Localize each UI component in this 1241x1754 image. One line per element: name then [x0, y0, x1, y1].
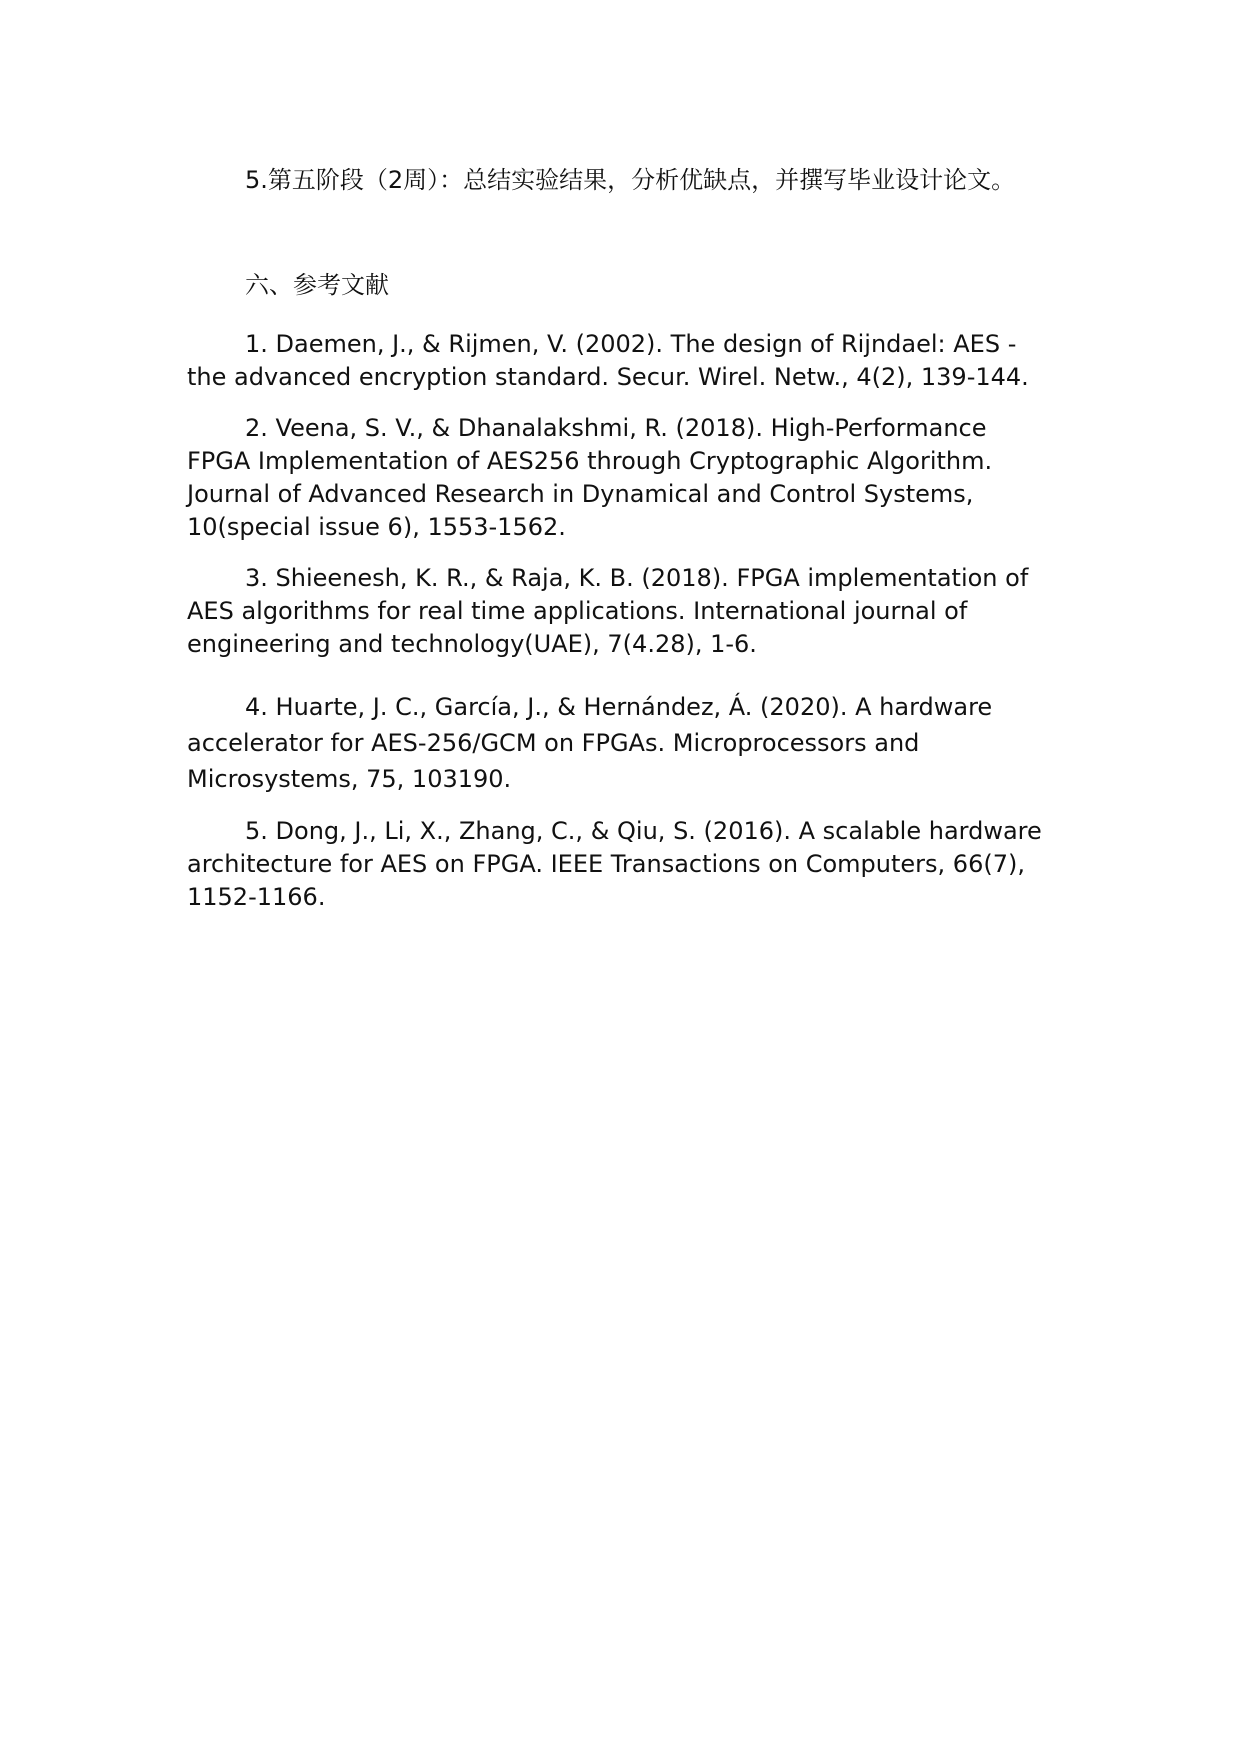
reference-item: 4. Huarte, J. C., García, J., & Hernández, Á. (2020). A hardware accelerator for AES-256/GCM on FPGAs. Microprocessors and Microsystems, 75, 103190.	[187, 693, 993, 793]
reference-item: 3. Shieenesh, K. R., & Raja, K. B. (2018). FPGA implementation of AES algorithms for real time applications. International journal of engineering and technology(UAE), 7(4.28), 1-6.	[187, 564, 1029, 658]
reference-list	[187, 328, 1057, 932]
reference-item: 5. Dong, J., Li, X., Zhang, C., & Qiu, S. (2016). A scalable hardware architecture for AES on FPGA. IEEE Transactions on Computers, 66(7), 1152-1166.	[187, 817, 1042, 911]
stage-five-paragraph: 5.第五阶段（2周）：总结实验结果，分析优缺点，并撰写毕业设计论文。	[245, 166, 1016, 194]
reference-item: 2. Veena, S. V., & Dhanalakshmi, R. (2018). High-Performance FPGA Implementation of AES256 through Cryptographic Algorithm. Journal of Advanced Research in Dynamical and Control Systems, 10(special issue 6), 1553-1562.	[187, 414, 993, 541]
references-heading: 六、参考文献	[245, 271, 389, 299]
reference-item: 1. Daemen, J., & Rijmen, V. (2002). The design of Rijndael: AES - the advanced encryption standard. Secur. Wirel. Netw., 4(2), 139-144.	[187, 330, 1029, 391]
